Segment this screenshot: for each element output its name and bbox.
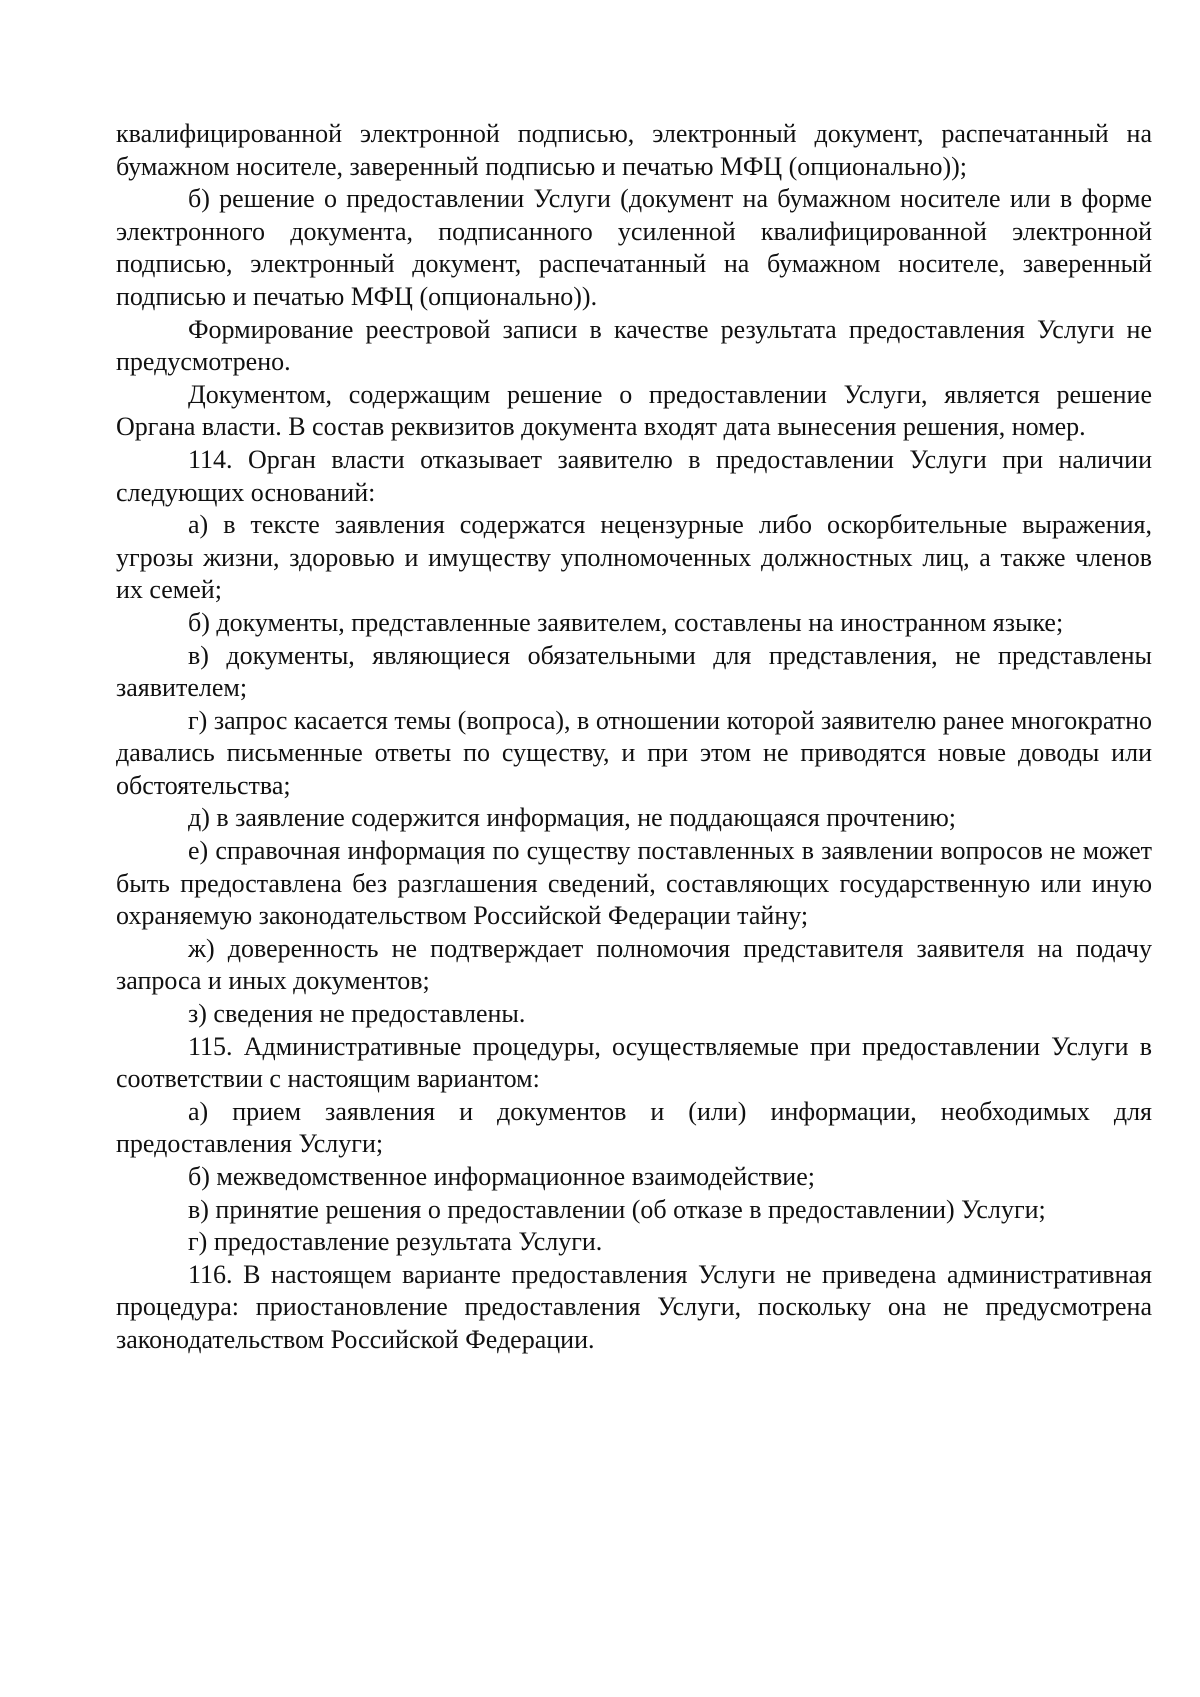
paragraph-114-a: а) в тексте заявления содержатся нецензурные либо оскорбительные выражения, угрозы жизни, здоровью и имуществу уполномоченных должностных лиц, а также членов их семей; — [116, 510, 1152, 605]
paragraph-continuation: квалифицированной электронной подписью, электронный документ, распечатанный на бумажном носителе, заверенный подписью и печатью МФЦ (опционально)); — [116, 119, 1152, 181]
paragraph-115: 115. Административные процедуры, осуществляемые при предоставлении Услуги в соответствии с настоящим вариантом: — [116, 1031, 1152, 1094]
paragraph-114-g: г) запрос касается темы (вопроса), в отношении которой заявителю ранее многократно давались письменные ответы по существу, и при этом не приводятся новые доводы или обстоятельства; — [116, 705, 1152, 800]
paragraph-115-g: г) предоставление результата Услуги. — [188, 1227, 603, 1257]
paragraph-115-v: в) принятие решения о предоставлении (об отказе в предоставлении) Услуги; — [188, 1194, 1046, 1224]
paragraph-registry-record: Формирование реестровой записи в качестве результата предоставления Услуги не предусмотрено. — [116, 314, 1152, 377]
paragraph-114-zh: ж) доверенность не подтверждает полномочия представителя заявителя на подачу запроса и иных документов; — [116, 933, 1152, 996]
paragraph-114-d: д) в заявление содержится информация, не поддающаяся прочтению; — [188, 803, 957, 833]
paragraph-114-z: з) сведения не предоставлены. — [188, 999, 526, 1029]
paragraph-115-a: а) прием заявления и документов и (или) информации, необходимых для предоставления Услуги; — [116, 1096, 1152, 1159]
paragraph-115-b: б) межведомственное информационное взаимодействие; — [188, 1162, 815, 1191]
paragraph-114-v: в) документы, являющиеся обязательными для представления, не представлены заявителем; — [116, 640, 1152, 703]
paragraph-item-b-decision: б) решение о предоставлении Услуги (документ на бумажном носителе или в форме электронного документа, подписанного усиленной квалифицированной электронной подписью, электронный документ, распечатанный на бумажном носителе, заверенный подписью и печатью МФЦ (опционально)). — [116, 184, 1152, 311]
paragraph-114-e: е) справочная информация по существу поставленных в заявлении вопросов не может быть предоставлена без разглашения сведений, составляющих государственную или иную охраняемую законодательством Российской Федерации тайну; — [116, 836, 1152, 931]
paragraph-decision-document: Документом, содержащим решение о предоставлении Услуги, является решение Органа власти. В состав реквизитов документа входят дата вынесения решения, номер. — [116, 379, 1152, 442]
paragraph-114-b: б) документы, представленные заявителем, составлены на иностранном языке; — [188, 607, 1064, 637]
paragraph-114: 114. Орган власти отказывает заявителю в предоставлении Услуги при наличии следующих оснований: — [116, 444, 1152, 507]
paragraph-116: 116. В настоящем варианте предоставления Услуги не приведена административная процедура: приостановление предоставления Услуги, поскольку она не предусмотрена законодательством Российской Федерации. — [116, 1259, 1152, 1354]
document-page — [116, 118, 1152, 1357]
